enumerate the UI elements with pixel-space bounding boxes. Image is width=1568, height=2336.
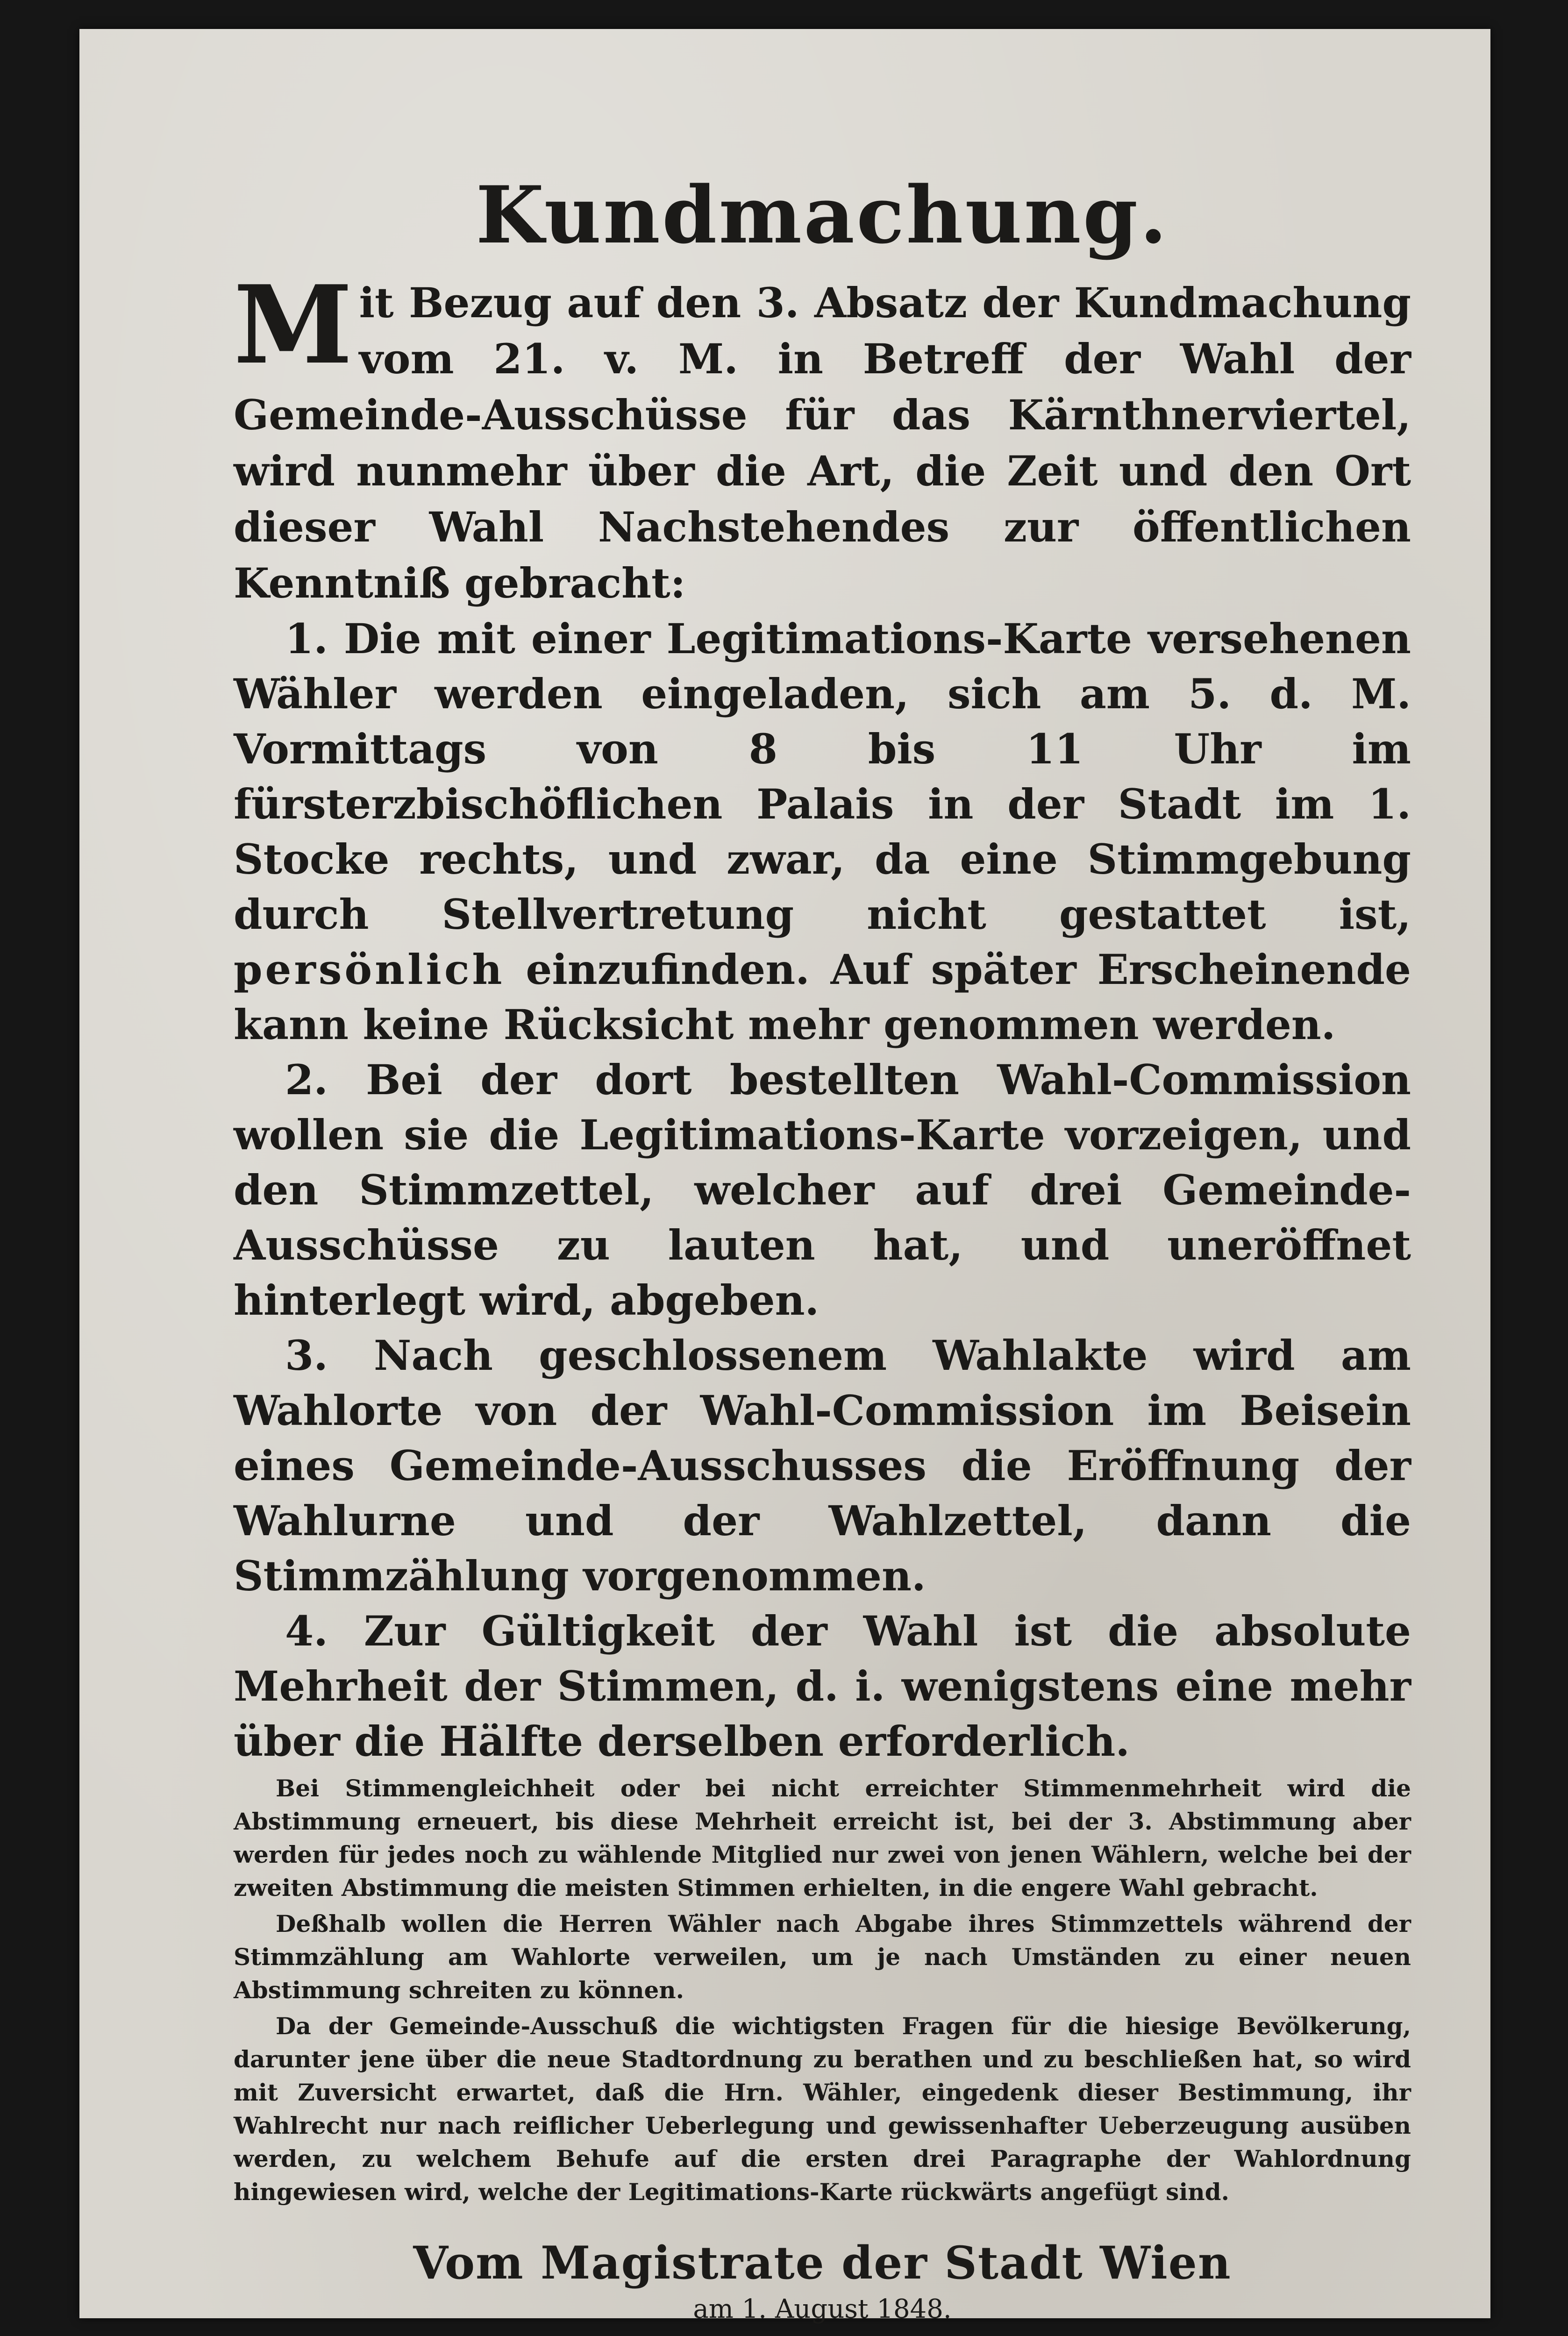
item-4: 4. Zur Gültigkeit der Wahl ist die absolute Mehrheit der Stimmen, d. i. wenigstens eine mehr über die Hälfte derselben erforderlich. xyxy=(234,1607,1411,1766)
item-1-text-a: 1. Die mit einer Legitimations-Karte versehenen Wähler werden eingeladen, sich am 5. d. M. Vormittags von 8 bis 11 Uhr im fürsterzbischöflichen Palais in der Stadt im 1. Stocke rechts, und zwar, da eine Stimmgebung durch Stellvertretung nicht gestattet ist, xyxy=(234,614,1411,939)
note-3: Da der Gemeinde-Ausschuß die wichtigsten Fragen für die hiesige Bevölkerung, darunter jene über die neue Stadtordnung zu berathen und zu beschließen hat, so wird mit Zuversicht erwartet, daß die Hrn. Wähler, eingedenk dieser Bestimmung, ihr Wahlrecht nur nach reiflicher Ueberlegung und gewissenhafter Ueberzeugung ausüben werden, zu welchem Behufe auf die ersten drei Paragraphe der Wahlordnung hingewiesen wird, welche der Legitimations-Karte rückwärts angefügt sind. xyxy=(234,2012,1411,2206)
item-1-text-b: einzufinden. Auf später Erscheinende kann keine Rücksicht mehr genommen werden. xyxy=(234,945,1411,1049)
document-body xyxy=(234,169,1411,2325)
note-2: Deßhalb wollen die Herren Wähler nach Abgabe ihres Stimmzettels während der Stimmzählung am Wahlorte verweilen, um je nach Umständen zu einer neuen Abstimmung schreiten zu können. xyxy=(234,1910,1411,2004)
item-3: 3. Nach geschlossenem Wahlakte wird am Wahlorte von der Wahl-Commission im Beisein eines Gemeinde-Ausschusses die Eröffnung der Wahlurne und der Wahlzettel, dann die Stimmzählung vorgenommen. xyxy=(234,1331,1411,1601)
issue-date: am 1. August 1848. xyxy=(693,2294,952,2325)
intro-text: it Bezug auf den 3. Absatz der Kundmachung vom 21. v. M. in Betreff der Wahl der Gemeinde-Ausschüsse für das Kärnthnerviertel, wird nunmehr über die Art, die Zeit und den Ort dieser Wahl Nachstehendes zur öffentlichen Kenntniß gebracht: xyxy=(234,278,1411,608)
issuer-signature: Vom Magistrate der Stadt Wien xyxy=(413,2236,1232,2290)
poster-sheet xyxy=(79,29,1490,2325)
item-1 xyxy=(234,611,1411,1052)
document-title: Kundmachung. xyxy=(476,169,1169,261)
drop-capital: M xyxy=(234,262,353,389)
note-1: Bei Stimmengleichheit oder bei nicht erreichter Stimmenmehrheit wird die Abstimmung erneuert, bis diese Mehrheit erreicht ist, bei der 3. Abstimmung aber werden für jedes noch zu wählende Mitglied nur zwei von jenen Wählern, welche bei der zweiten Abstimmung die meisten Stimmen erhielten, in die engere Wahl gebracht. xyxy=(234,1774,1411,1902)
item-2: 2. Bei der dort bestellten Wahl-Commission wollen sie die Legitimations-Karte vorzeigen, und den Stimmzettel, welcher auf drei Gemeinde-Ausschüsse zu lauten hat, und uneröffnet hinterlegt wird, abgeben. xyxy=(234,1055,1411,1325)
intro-paragraph xyxy=(234,262,1411,611)
item-1-emphasis: persönlich xyxy=(234,945,505,994)
